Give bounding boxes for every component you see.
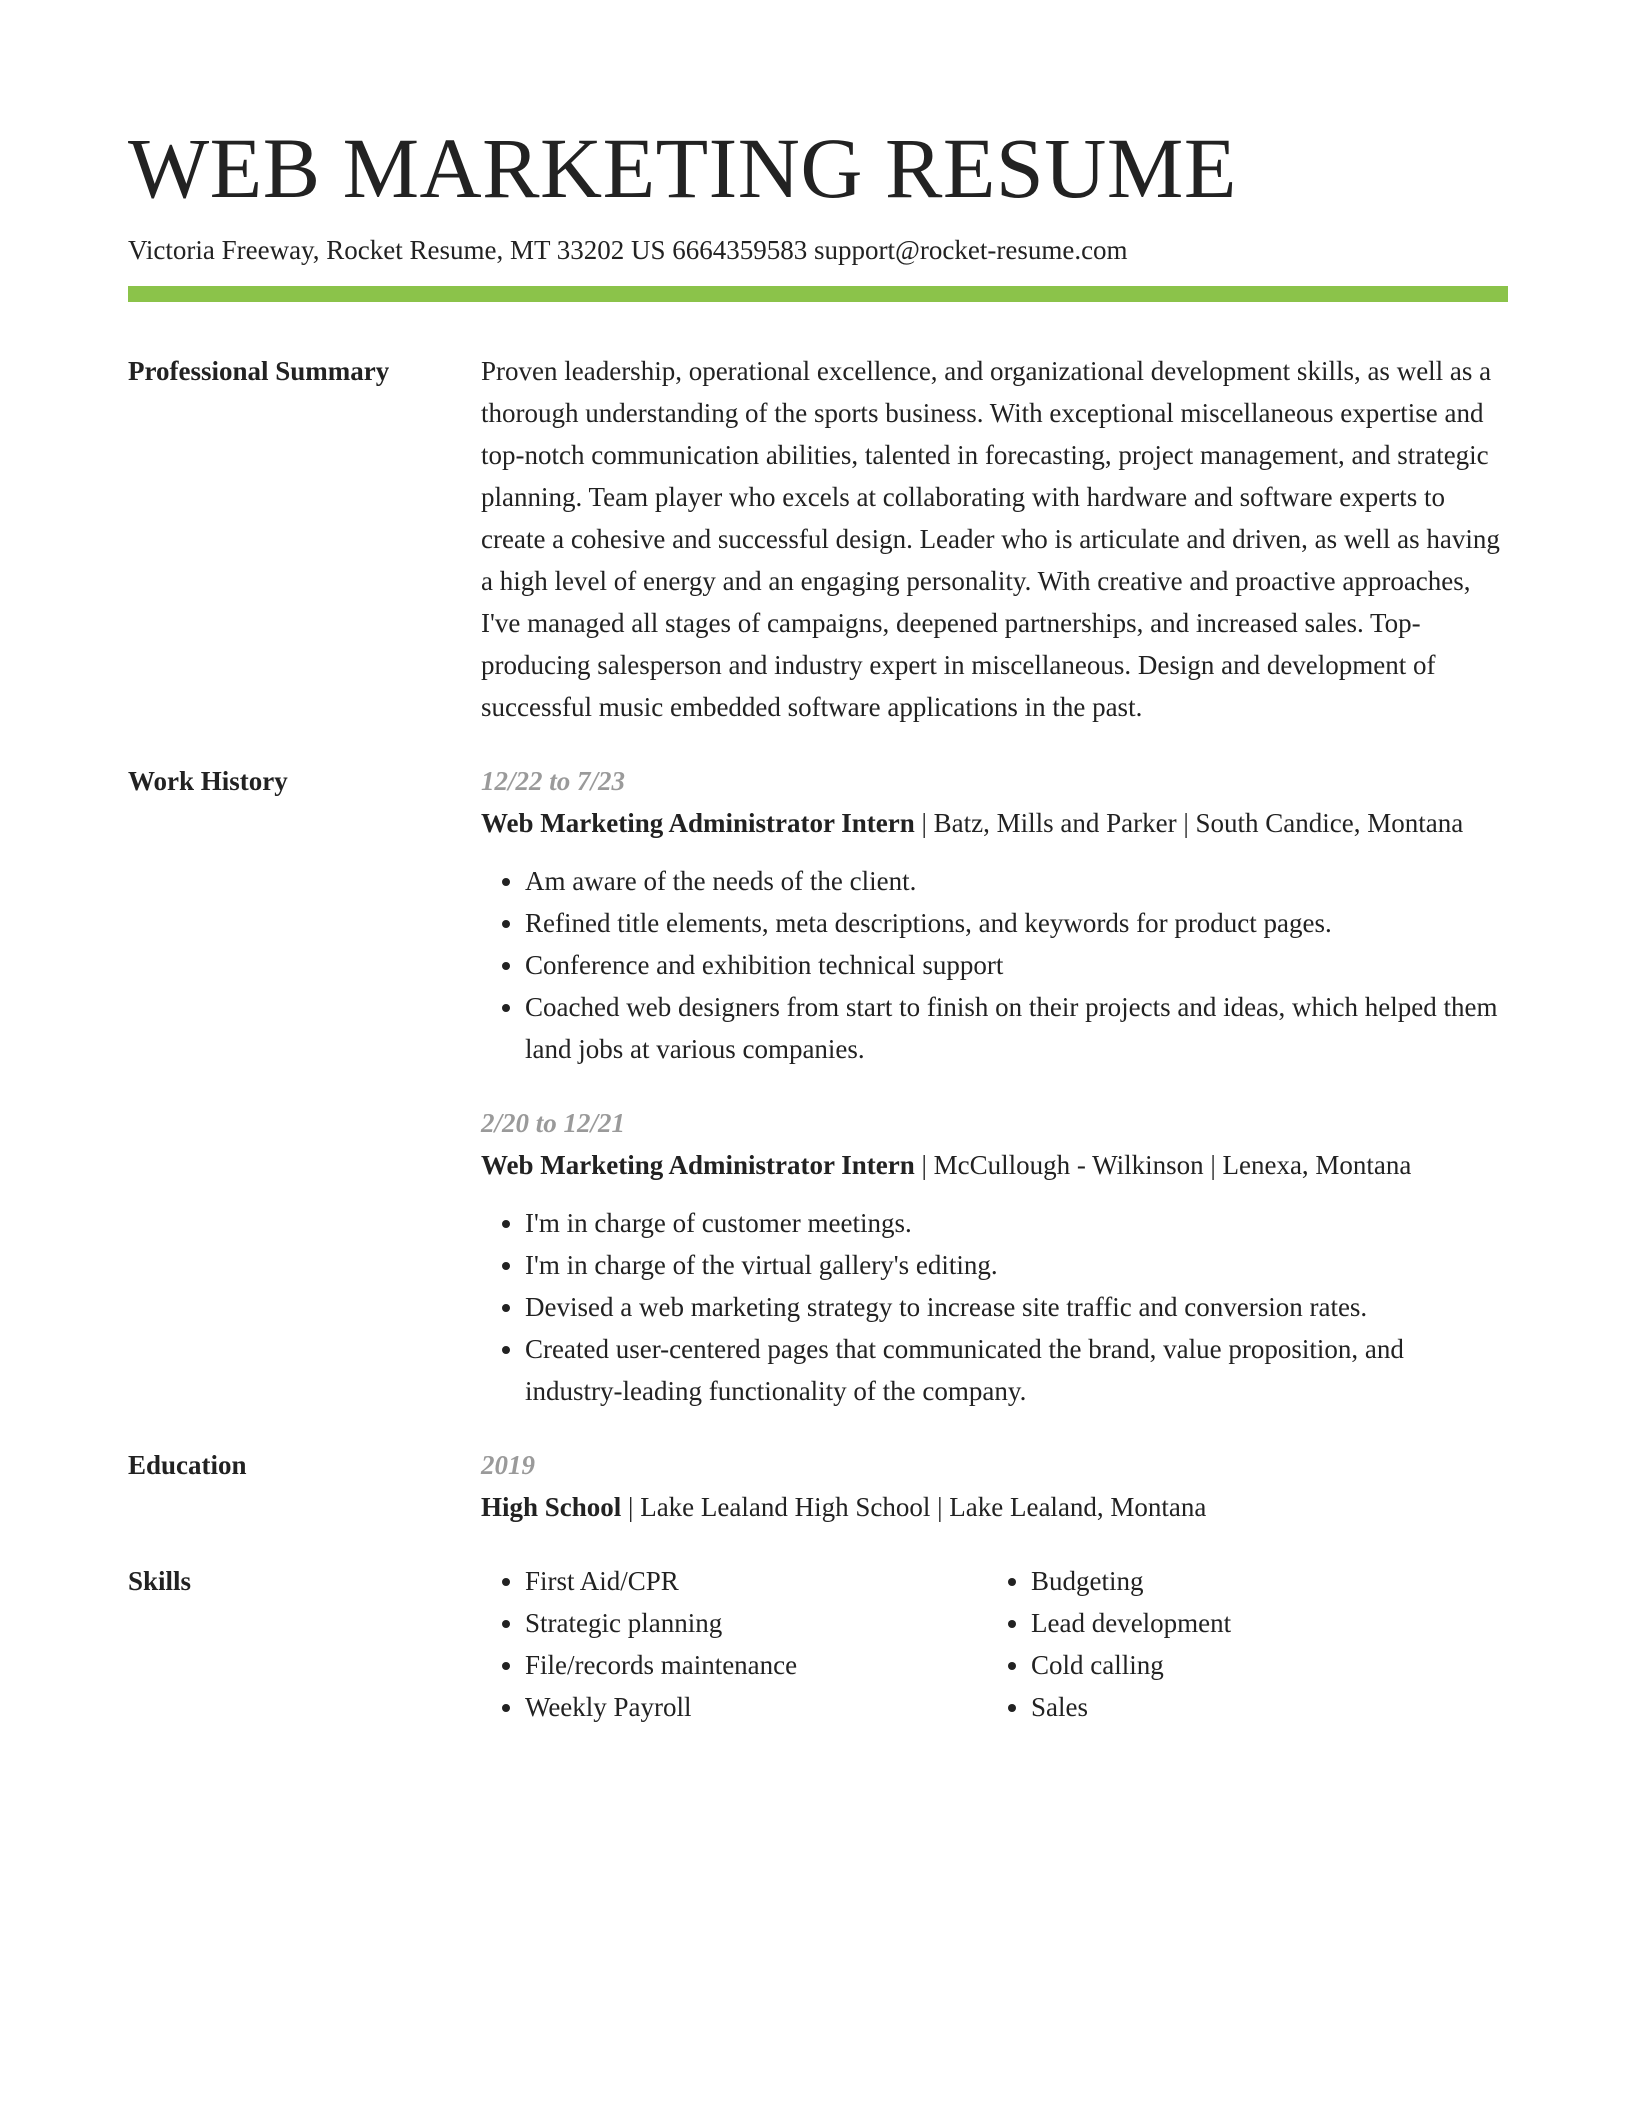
skill-item: • Lead development: [1031, 1602, 1493, 1644]
job-bullet: • I'm in charge of customer meetings.: [525, 1202, 1508, 1244]
skills-body: [481, 1560, 1508, 1728]
summary-heading: Professional Summary: [128, 356, 390, 386]
job-details: | Batz, Mills and Parker | South Candice, Montana: [914, 808, 1464, 838]
skills-section: [128, 1560, 1508, 1728]
job-title: Web Marketing Administrator Intern: [481, 1150, 915, 1180]
job-heading: [481, 1144, 1508, 1186]
skills-columns: [481, 1560, 1508, 1728]
job-bullet: • Coached web designers from start to finish on their projects and ideas, which helped them land jobs at various companies.: [525, 986, 1508, 1070]
job-bullet: • I'm in charge of the virtual gallery's editing.: [525, 1244, 1508, 1286]
skill-item: • Sales: [1031, 1686, 1493, 1728]
skill-item: • Weekly Payroll: [525, 1686, 987, 1728]
education-body: [481, 1444, 1508, 1528]
resume-title: WEB MARKETING RESUME: [128, 120, 1237, 216]
job-bullets: [481, 1202, 1508, 1412]
skill-item: • First Aid/CPR: [525, 1560, 987, 1602]
accent-divider: [128, 286, 1508, 302]
work-history-section: [128, 760, 1508, 1412]
job-details: | McCullough - Wilkinson | Lenexa, Montana: [914, 1150, 1412, 1180]
job-bullet: • Refined title elements, meta descriptions, and keywords for product pages.: [525, 902, 1508, 944]
work-history-heading: Work History: [128, 766, 288, 796]
job-title: Web Marketing Administrator Intern: [481, 808, 915, 838]
summary-section: [128, 350, 1508, 728]
skills-heading: Skills: [128, 1566, 192, 1596]
job-bullet: • Am aware of the needs of the client.: [525, 860, 1508, 902]
skill-item: • Budgeting: [1031, 1560, 1493, 1602]
job-bullets: [481, 860, 1508, 1070]
education-degree: High School: [481, 1492, 622, 1522]
education-details: | Lake Lealand High School | Lake Lealand, Montana: [621, 1492, 1207, 1522]
job-entry: [481, 1102, 1508, 1412]
job-heading: [481, 802, 1508, 844]
skill-item: • Cold calling: [1031, 1644, 1493, 1686]
skills-list-left: [481, 1560, 987, 1728]
job-entry: [481, 760, 1508, 1070]
skill-item: • Strategic planning: [525, 1602, 987, 1644]
job-bullet: • Devised a web marketing strategy to increase site traffic and conversion rates.: [525, 1286, 1508, 1328]
skill-item: • File/records maintenance: [525, 1644, 987, 1686]
education-line: [481, 1486, 1508, 1528]
job-bullet: • Conference and exhibition technical support: [525, 944, 1508, 986]
job-date: 12/22 to 7/23: [481, 766, 626, 796]
summary-text: Proven leadership, operational excellence, and organizational development skills, as well as a thorough understanding of the sports business. With exceptional miscellaneous expertise and top-notch communication abilities, talented in forecasting, project management, and strategic planning. Team player who excels at collaborating with hardware and software experts to create a cohesive and successful design. Leader who is articulate and driven, as well as having a high level of energy and an engaging personality. With creative and proactive approaches, I've managed all stages of campaigns, deepened partnerships, and increased sales. Top-producing salesperson and industry expert in miscellaneous. Design and development of successful music embedded software applications in the past.: [481, 356, 1500, 722]
job-date: 2/20 to 12/21: [481, 1108, 626, 1138]
skills-list-right: [987, 1560, 1493, 1728]
education-heading: Education: [128, 1450, 247, 1480]
resume-content: [128, 350, 1508, 1728]
education-section: [128, 1444, 1508, 1528]
contact-line: Victoria Freeway, Rocket Resume, MT 33202 US 6664359583 support@rocket-resume.com: [128, 235, 1128, 265]
work-history-body: [481, 760, 1508, 1412]
job-bullet: • Created user-centered pages that communicated the brand, value proposition, and industry-leading functionality of the company.: [525, 1328, 1508, 1412]
education-date: 2019: [481, 1450, 535, 1480]
